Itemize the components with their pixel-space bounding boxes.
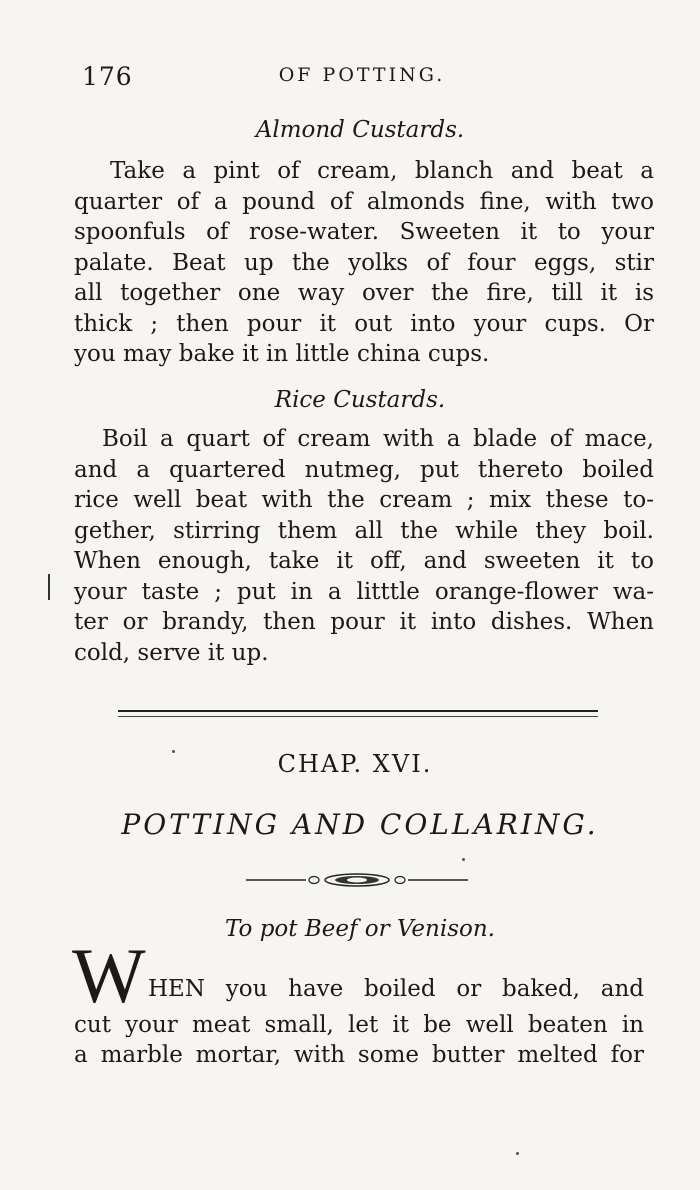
text-line: cold, serve it up. <box>74 639 269 666</box>
recipe-body-almond-custards <box>74 156 654 370</box>
text-line: HEN you have boiled or baked, and <box>148 976 644 1002</box>
text-line: quarter of a pound of almonds fine, with two <box>74 188 654 215</box>
running-head: OF POTTING. <box>278 64 446 86</box>
text-line: Boil a quart of cream with a blade of mace, <box>102 426 654 452</box>
text-line: spoonfuls of rose-water. Sweeten it to your <box>74 219 654 245</box>
recipe-title-almond-custards: Almond Custards. <box>255 117 465 143</box>
section-rule-thin <box>118 716 598 717</box>
section-rule-thick <box>118 710 598 712</box>
recipe-body-pot-beef <box>74 1010 644 1070</box>
text-line: your taste ; put in a litttle orange-flower wa- <box>74 578 654 605</box>
text-line: palate. Beat up the yolks of four eggs, stir <box>74 249 654 276</box>
page-header <box>82 62 642 92</box>
text-line: When enough, take it off, and sweeten it to <box>74 548 654 574</box>
text-line: and a quartered nutmeg, put thereto boiled <box>74 456 654 483</box>
chapter-number: CHAP. XVI. <box>277 750 433 778</box>
ink-speck <box>516 1152 519 1155</box>
recipe-title-rice-custards: Rice Custards. <box>274 387 446 413</box>
chapter-title: POTTING AND COLLARING. <box>121 808 599 841</box>
text-line: all together one way over the fire, till it is <box>74 280 654 306</box>
text-line: Take a pint of cream, blanch and beat a <box>110 158 654 184</box>
page-number: 176 <box>82 62 133 91</box>
text-line: cut your meat small, let it be well beaten in <box>74 1012 644 1038</box>
recipe-title-pot-beef: To pot Beef or Venison. <box>225 916 495 942</box>
text-line: rice well beat with the cream ; mix these to- <box>74 487 654 513</box>
text-line: thick ; then pour it out into your cups. Or <box>74 310 654 337</box>
drop-cap: W <box>72 932 146 1019</box>
text-line: you may bake it in little china cups. <box>74 341 490 367</box>
margin-mark <box>48 574 50 600</box>
ink-speck <box>462 858 465 861</box>
text-line: gether, stirring them all the while they boil. <box>74 517 654 544</box>
text-line: a marble mortar, with some butter melted for <box>74 1042 644 1068</box>
text-line: ter or brandy, then pour it into dishes. When <box>74 609 654 635</box>
ornament-divider-icon <box>246 870 468 890</box>
recipe-body-rice-custards <box>74 424 654 668</box>
